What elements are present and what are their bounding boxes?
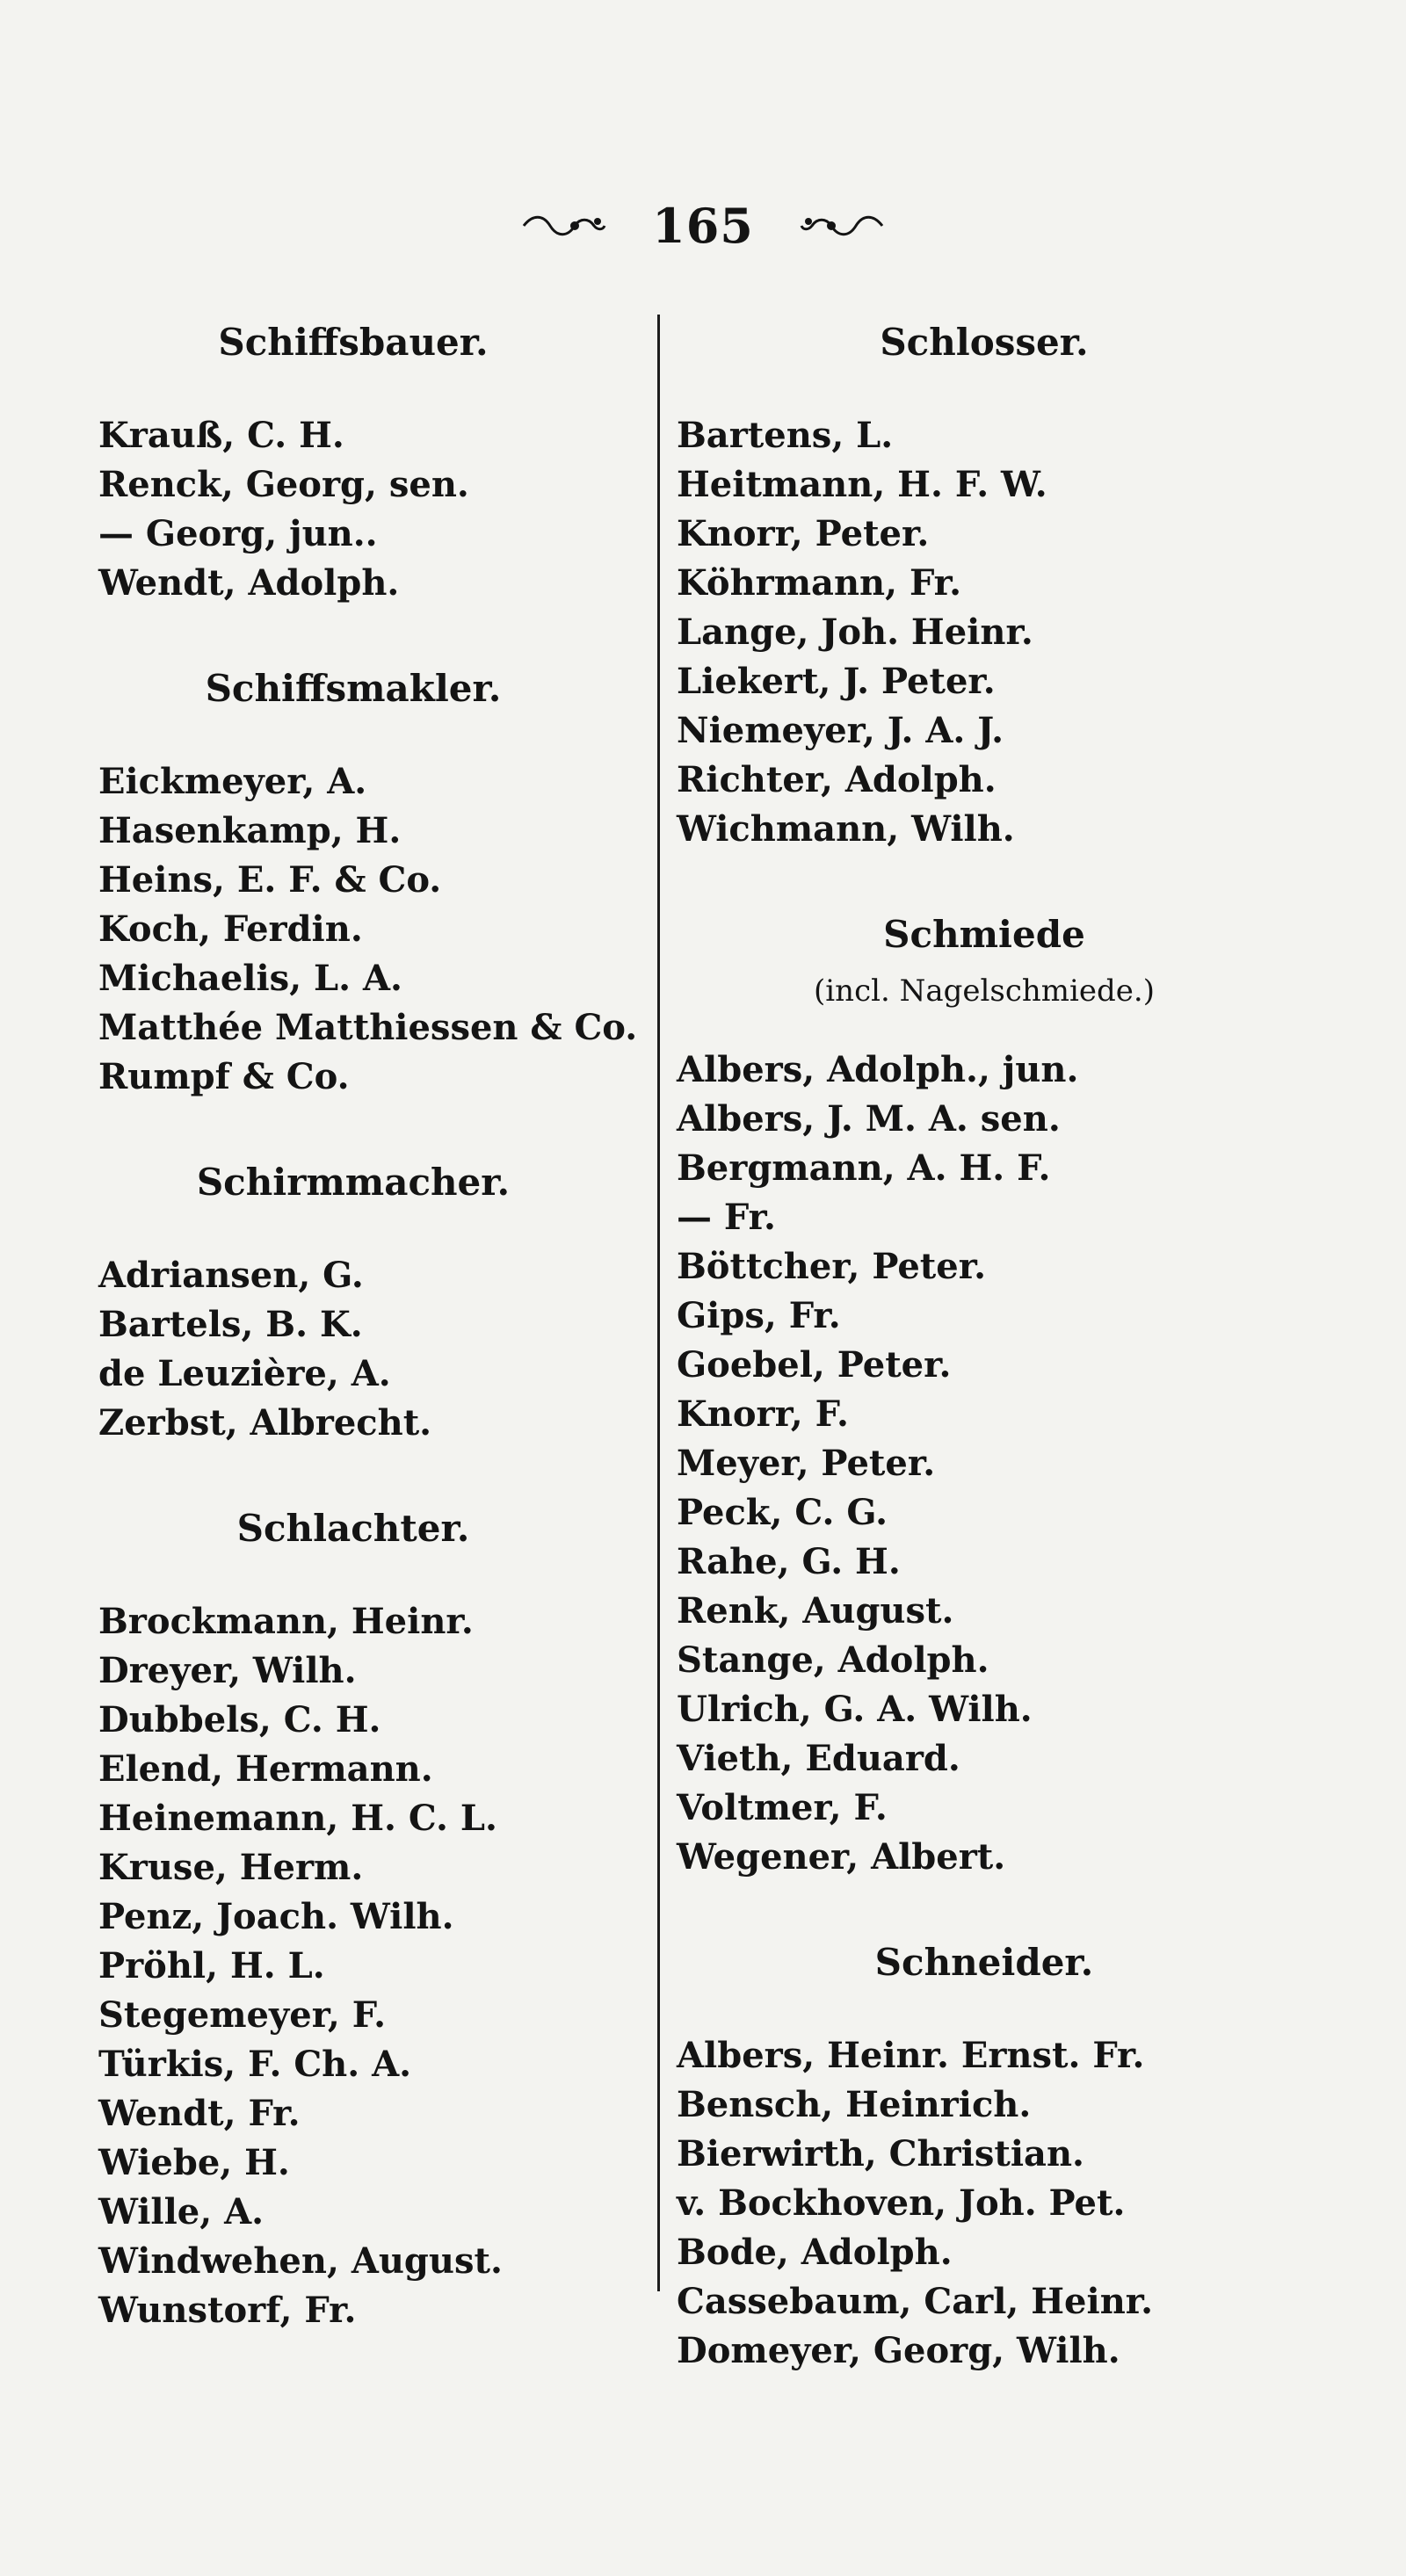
list-item: — Georg, jun.. bbox=[98, 513, 378, 554]
list-item: Böttcher, Peter. bbox=[677, 1246, 987, 1287]
page-number: 165 bbox=[652, 198, 754, 254]
list-item: Rahe, G. H. bbox=[677, 1541, 901, 1582]
list-item: Bierwirth, Christian. bbox=[677, 2133, 1084, 2174]
list-item: Wendt, Fr. bbox=[98, 2093, 301, 2134]
ornament-right-icon bbox=[798, 211, 886, 241]
section-heading: Schiffsbauer. bbox=[218, 321, 489, 364]
ornament-left-icon bbox=[520, 211, 608, 241]
list-item: Bensch, Heinrich. bbox=[677, 2084, 1032, 2125]
section bbox=[98, 662, 643, 1102]
list-item: Türkis, F. Ch. A. bbox=[98, 2044, 412, 2085]
list-item: Wichmann, Wilh. bbox=[677, 808, 1015, 850]
section-heading: Schlosser. bbox=[880, 321, 1089, 364]
section bbox=[98, 1502, 643, 2335]
section bbox=[677, 1936, 1292, 2376]
list-item: Cassebaum, Carl, Heinr. bbox=[677, 2281, 1154, 2322]
list-item: Bartens, L. bbox=[677, 415, 894, 456]
list-item: Meyer, Peter. bbox=[677, 1443, 936, 1484]
list-item: Vieth, Eduard. bbox=[677, 1738, 960, 1779]
list-item: Albers, Adolph., jun. bbox=[677, 1049, 1079, 1090]
entry-list bbox=[677, 1046, 1292, 1882]
list-item: de Leuzière, A. bbox=[98, 1353, 391, 1394]
section bbox=[98, 316, 643, 608]
list-item: Dubbels, C. H. bbox=[98, 1699, 381, 1740]
section bbox=[98, 1156, 643, 1448]
list-item: Zerbst, Albrecht. bbox=[98, 1402, 432, 1444]
list-item: Brockmann, Heinr. bbox=[98, 1601, 474, 1642]
list-item: Albers, Heinr. Ernst. Fr. bbox=[677, 2035, 1145, 2076]
list-item: Elend, Hermann. bbox=[98, 1748, 433, 1790]
list-item: Lange, Joh. Heinr. bbox=[677, 611, 1033, 653]
list-item: Stegemeyer, F. bbox=[98, 1994, 387, 2036]
list-item: Liekert, J. Peter. bbox=[677, 661, 996, 702]
list-item: Stange, Adolph. bbox=[677, 1639, 989, 1681]
list-item: Hasenkamp, H. bbox=[98, 810, 402, 851]
list-item: Bartels, B. K. bbox=[98, 1304, 363, 1345]
entry-list bbox=[677, 411, 1292, 854]
list-item: Adriansen, G. bbox=[98, 1255, 364, 1296]
list-item: Kruse, Herm. bbox=[98, 1847, 364, 1888]
list-item: Wiebe, H. bbox=[98, 2142, 290, 2183]
list-item: Heins, E. F. & Co. bbox=[98, 859, 442, 901]
entry-list bbox=[98, 1251, 643, 1448]
list-item: Köhrmann, Fr. bbox=[677, 562, 962, 604]
list-item: Knorr, F. bbox=[677, 1393, 849, 1435]
list-item: Richter, Adolph. bbox=[677, 759, 997, 800]
section-subheading: (incl. Nagelschmiede.) bbox=[814, 973, 1155, 1009]
list-item: Albers, J. M. A. sen. bbox=[677, 1098, 1061, 1140]
list-item: Voltmer, F. bbox=[677, 1787, 888, 1828]
page-header bbox=[0, 195, 1406, 257]
right-column bbox=[677, 316, 1292, 2430]
list-item: Heinemann, H. C. L. bbox=[98, 1798, 497, 1839]
list-item: Michaelis, L. A. bbox=[98, 958, 402, 999]
left-column bbox=[98, 316, 643, 2390]
entry-list bbox=[98, 1597, 643, 2335]
list-item: Dreyer, Wilh. bbox=[98, 1650, 357, 1691]
list-item: Rumpf & Co. bbox=[98, 1056, 350, 1097]
section-heading: Schirmmacher. bbox=[196, 1161, 511, 1204]
list-item: Renck, Georg, sen. bbox=[98, 464, 469, 505]
entry-list bbox=[677, 2031, 1292, 2376]
list-item: Penz, Joach. Wilh. bbox=[98, 1896, 454, 1937]
list-item: Wunstorf, Fr. bbox=[98, 2290, 357, 2331]
list-item: Bode, Adolph. bbox=[677, 2232, 953, 2273]
list-item: Matthée Matthiessen & Co. bbox=[98, 1007, 638, 1048]
list-item: Wegener, Albert. bbox=[677, 1836, 1006, 1878]
section bbox=[677, 908, 1292, 1882]
list-item: Windwehen, August. bbox=[98, 2240, 503, 2282]
list-item: Krauß, C. H. bbox=[98, 415, 344, 456]
list-item: v. Bockhoven, Joh. Pet. bbox=[677, 2182, 1126, 2224]
list-item: Domeyer, Georg, Wilh. bbox=[677, 2330, 1120, 2371]
entry-list bbox=[98, 411, 643, 608]
list-item: Eickmeyer, A. bbox=[98, 761, 367, 802]
list-item: Niemeyer, J. A. J. bbox=[677, 710, 1004, 751]
section-heading: Schneider. bbox=[874, 1941, 1094, 1984]
list-item: Bergmann, A. H. F. bbox=[677, 1147, 1051, 1189]
list-item: Wille, A. bbox=[98, 2191, 265, 2232]
list-item: Ulrich, G. A. Wilh. bbox=[677, 1689, 1033, 1730]
section-heading: Schmiede bbox=[883, 913, 1085, 956]
section-heading: Schiffsmakler. bbox=[205, 667, 502, 710]
list-item: Wendt, Adolph. bbox=[98, 562, 400, 604]
list-item: Peck, C. G. bbox=[677, 1492, 888, 1533]
list-item: — Fr. bbox=[677, 1197, 776, 1238]
section bbox=[677, 316, 1292, 854]
list-item: Goebel, Peter. bbox=[677, 1344, 952, 1386]
list-item: Koch, Ferdin. bbox=[98, 908, 363, 950]
list-item: Pröhl, H. L. bbox=[98, 1945, 325, 1986]
list-item: Gips, Fr. bbox=[677, 1295, 841, 1336]
section-heading: Schlachter. bbox=[236, 1507, 470, 1550]
column-divider bbox=[657, 315, 660, 2291]
list-item: Knorr, Peter. bbox=[677, 513, 930, 554]
list-item: Heitmann, H. F. W. bbox=[677, 464, 1047, 505]
entry-list bbox=[98, 757, 643, 1102]
list-item: Renk, August. bbox=[677, 1590, 954, 1632]
